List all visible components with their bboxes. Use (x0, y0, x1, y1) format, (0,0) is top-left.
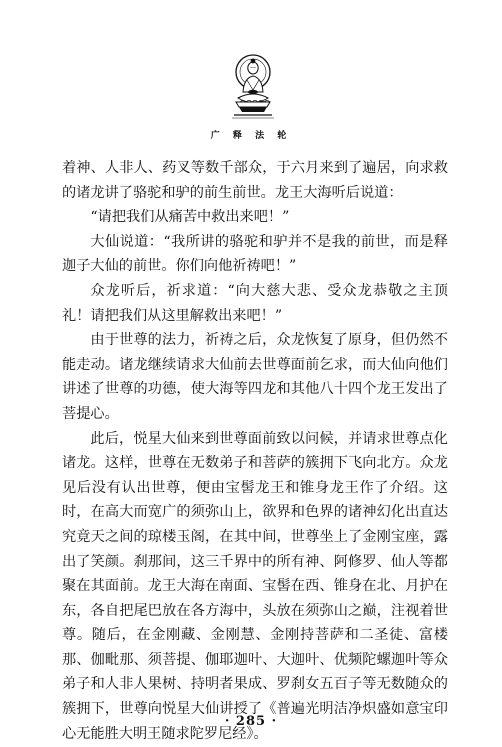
paragraph: 众龙听后，祈求道：“向大慈大悲、受众龙恭敬之主顶礼！请把我们从这里解救出来吧！” (62, 282, 448, 324)
book-title: 广 释 法 轮 (210, 131, 292, 141)
page-number: · 285 · (224, 714, 278, 729)
seated-buddha-icon (230, 50, 276, 122)
body-text (62, 156, 448, 746)
paragraph: 着神、人非人、药叉等数千部众，于六月来到了遍居，向求救的诸龙讲了骆驼和驴的前生前世。龙王大海听后说道： (62, 160, 448, 201)
paragraph: “请把我们从痛苦中救出来吧！” (90, 209, 290, 226)
paragraph: 大仙说道：“我所讲的骆驼和驴并不是我的前世，而是释迦子大仙的前世。你们向他祈祷吧！” (62, 233, 448, 275)
paragraph: 由于世尊的法力，祈祷之后，众龙恢复了原身，但仍然不能走动。诸龙继续请求大仙前去世尊面前乞求，而大仙向他们讲述了世尊的功德，使大海等四龙和其他八十四个龙王发出了菩提心。 (62, 332, 448, 422)
paragraph: 此后，悦星大仙来到世尊面前致以问候，并请求世尊点化诸龙。这样，世尊在无数弟子和菩萨的簇拥下飞向北方。众龙见后没有认出世尊，便由宝髻龙王和锥身龙王作了介绍。这时，在高大而宽广的须弥山上，欲界和色界的诸神幻化出直达究竟天之间的琼楼玉阁，在其中间，世尊坐上了金刚宝座，露出了笑颜。刹那间，这三千界中的所有神、阿修罗、仙人等都聚在其面前。龙王大海在南面、宝髻在西、锥身在北、月护在东，各自把尾巴放在各方海中，头放在须弥山之巅，注视着世尊。随后，在金刚藏、金刚慧、金刚持菩萨和二圣徒、富楼那、伽毗那、须菩提、伽耶迦叶、大迦叶、优频陀螺迦叶等众弟子和人非人果树、持明者果成、罗刹女五百子等无数随众的簇拥下，世尊向悦星大仙讲授了《普遍光明洁净炽盛如意宝印心无能胜大明王随求陀罗尼经》。 (62, 430, 448, 742)
page-header (0, 50, 502, 148)
